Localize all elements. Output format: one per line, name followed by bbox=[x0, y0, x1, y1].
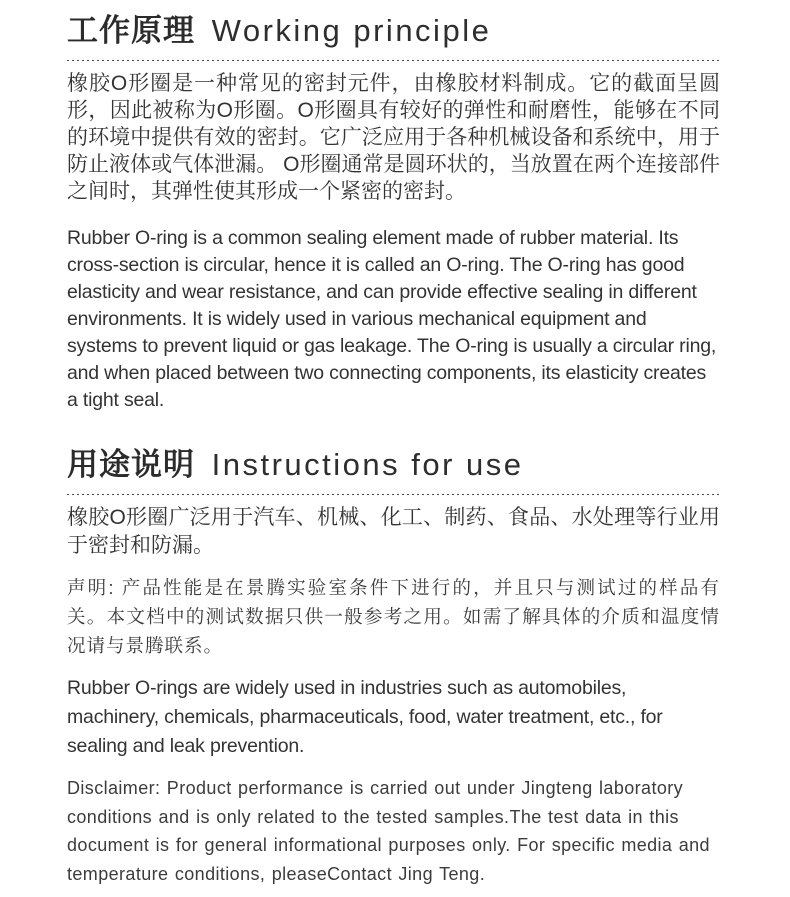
paragraph-disclaimer-zh: 声明: 产品性能是在景腾实验室条件下进行的，并且只与测试过的样品有关。本文档中的测试数据只供一般参考之用。如需了解具体的介质和温度情况请与景腾联系。 bbox=[67, 577, 720, 656]
paragraph-disclaimer-en: Disclaimer: Product performance is carried out under Jingteng laboratory conditions and is only related to the tested samples.The test data in this document is for general informational purposes only. For specific media and temperature conditions, pleaseContact Jing Teng. bbox=[67, 778, 710, 884]
paragraph-usage-zh: 橡胶O形圈广泛用于汽车、机械、化工、制药、食品、水处理等行业用于密封和防漏。 bbox=[67, 506, 720, 557]
heading-working-principle bbox=[67, 12, 720, 50]
heading-working-principle-zh: 工作原理 bbox=[67, 13, 195, 48]
heading-instructions-en: Instructions for use bbox=[211, 447, 524, 482]
paragraph-working-principle-zh: 橡胶O形圈是一种常见的密封元件，由橡胶材料制成。它的截面呈圆形，因此被称为O形圈。O形圈具有较好的弹性和耐磨性，能够在不同的环境中提供有效的密封。它广泛应用于各种机械设备和系统中，用于防止液体或气体泄漏。 O形圈通常是圆环状的，当放置在两个连接部件之间时，其弹性使其形成一个紧密的密封。 bbox=[67, 72, 720, 203]
dotted-divider bbox=[67, 60, 720, 61]
section-instructions-for-use bbox=[67, 446, 720, 888]
paragraph-usage-en: Rubber O-rings are widely used in industries such as automobiles, machinery, chemicals, pharmaceuticals, food, water treatment, etc., for sealing and leak prevention. bbox=[67, 677, 663, 757]
paragraph-working-principle-en: Rubber O-ring is a common sealing element made of rubber material. Its cross-section is circular, hence it is called an O-ring. The O-ring has good elasticity and wear resistance, and can provide effective sealing in different environments. It is widely used in various mechanical equipment and systems to prevent liquid or gas leakage. The O-ring is usually a circular ring, and when placed between two connecting components, its elasticity creates a tight seal. bbox=[67, 227, 717, 411]
heading-working-principle-en: Working principle bbox=[211, 13, 492, 48]
heading-instructions-zh: 用途说明 bbox=[67, 447, 195, 482]
heading-instructions bbox=[67, 446, 720, 484]
dotted-divider bbox=[67, 494, 720, 495]
section-working-principle bbox=[67, 12, 720, 414]
